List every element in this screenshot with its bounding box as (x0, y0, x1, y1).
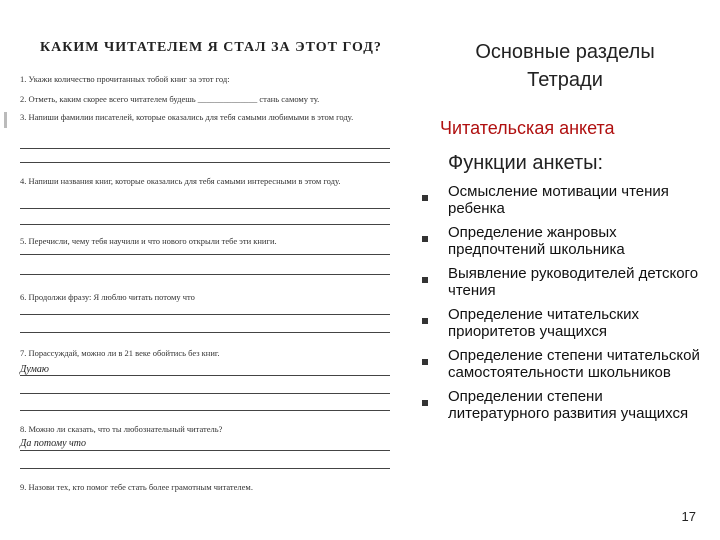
page-number: 17 (681, 509, 696, 524)
question-5: 5. Перечисли, чему тебя научили и что нового открыли тебе эти книги. (20, 236, 277, 246)
answer-line (20, 254, 390, 255)
square-bullet-icon (422, 400, 428, 406)
answer-line (20, 208, 390, 209)
answer-line (20, 314, 390, 315)
answer-line (20, 274, 390, 275)
answer-line (20, 393, 390, 394)
handwritten-answer-7: Думаю (20, 364, 49, 375)
answer-line (20, 410, 390, 411)
list-item (418, 183, 708, 217)
list-item-text: Выявление руководителей детского чтения (448, 265, 699, 299)
slide-title-line-1: Основные разделы (475, 41, 655, 63)
list-item-text: Определение жанровых предпочтений школьника (448, 224, 625, 258)
functions-list (418, 183, 708, 422)
question-8: 8. Можно ли сказать, что ты любознательный читатель? (20, 424, 223, 434)
question-3: 3. Напиши фамилии писателей, которые оказались для тебя самыми любимыми в этом году. (20, 112, 354, 122)
section-subtitle: Читательская анкета (440, 118, 615, 138)
question-1: 1. Укажи количество прочитанных тобой книг за этот год: (20, 74, 230, 84)
list-item (418, 306, 708, 340)
list-item-text: Осмысление мотивации чтения ребенка (448, 183, 669, 217)
list-item (418, 347, 708, 381)
answer-line (20, 224, 390, 225)
scan-title: КАКИМ ЧИТАТЕЛЕМ Я СТАЛ ЗА ЭТОТ ГОД? (40, 40, 382, 55)
question-7: 7. Порассуждай, можно ли в 21 веке обойтись без книг. (20, 348, 220, 358)
slide-title-line-2: Тетради (527, 69, 603, 91)
square-bullet-icon (422, 277, 428, 283)
answer-line (20, 332, 390, 333)
question-6 (20, 292, 390, 303)
list-item (418, 265, 708, 299)
question-6-text: 6. Продолжи фразу: Я люблю читать потому что (20, 292, 195, 302)
answer-line (20, 450, 390, 451)
list-item (418, 388, 708, 422)
list-item-text: Определение степени читательской самостоятельности школьников (448, 347, 700, 381)
questionnaire-scan (10, 30, 395, 510)
answer-line (20, 375, 390, 376)
question-2: 2. Отметь, каким скорее всего читателем будешь ______________ стань самому ту. (20, 94, 320, 104)
list-item-text: Определении степени литературного развития учащихся (448, 388, 689, 422)
answer-line (20, 148, 390, 149)
scan-edge-mark (4, 112, 7, 128)
list-item-text: Определение читательских приоритетов учащихся (448, 306, 639, 340)
square-bullet-icon (422, 236, 428, 242)
square-bullet-icon (422, 195, 428, 201)
slide-title (430, 38, 700, 94)
answer-line (20, 468, 390, 469)
square-bullet-icon (422, 318, 428, 324)
question-9: 9. Назови тех, кто помог тебе стать более грамотным читателем. (20, 482, 253, 492)
functions-heading: Функции анкеты: (448, 152, 604, 174)
square-bullet-icon (422, 359, 428, 365)
list-item (418, 224, 708, 258)
answer-line (20, 162, 390, 163)
question-4: 4. Напиши названия книг, которые оказались для тебя самыми интересными в этом году. (20, 176, 341, 186)
handwritten-answer-8: Да потому что (20, 438, 87, 449)
